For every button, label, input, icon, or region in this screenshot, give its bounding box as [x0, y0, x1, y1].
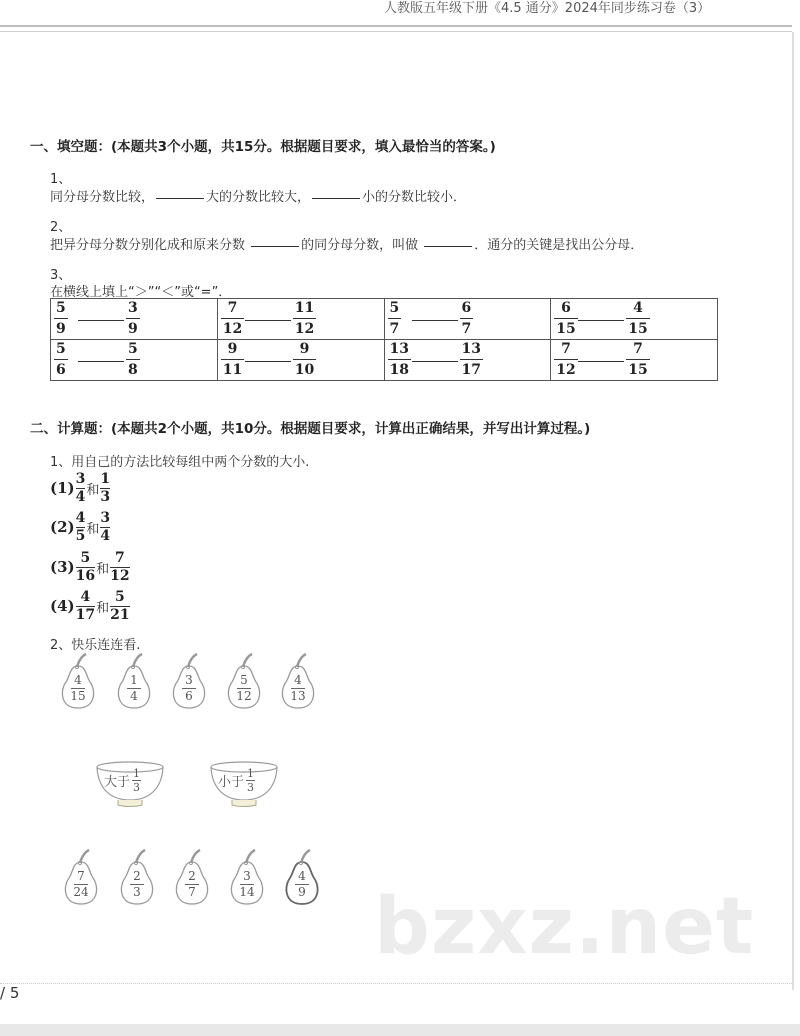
- fraction-denominator: 12: [222, 321, 243, 337]
- pear-fraction: [170, 870, 214, 899]
- pear-card[interactable]: [170, 848, 214, 908]
- answer-blank[interactable]: [412, 320, 458, 321]
- header-divider: [0, 25, 792, 27]
- fraction-denominator: 16: [75, 567, 96, 584]
- fraction-denominator: 17: [461, 362, 481, 378]
- fraction: [126, 300, 140, 337]
- section2-title: 二、计算题：(本题共2个小题，共10分。根据题目要求，计算出正确结果，并写出计算过程。): [30, 421, 591, 437]
- pear-card[interactable]: [280, 848, 324, 908]
- fraction-numerator: 13: [461, 341, 481, 357]
- q1-part-3: 小的分数比较小．: [362, 190, 467, 205]
- q1-blank-1[interactable]: [156, 198, 204, 199]
- page-break-divider: [0, 983, 792, 984]
- fraction-numerator: 9: [299, 341, 310, 357]
- section1-title: 一、填空题：(本题共3个小题，共15分。根据题目要求，填入最恰当的答案。): [30, 139, 496, 155]
- fraction-numerator: 7: [227, 300, 238, 316]
- pear-card[interactable]: [56, 652, 100, 712]
- fraction: [54, 300, 68, 337]
- fraction-denominator: 24: [73, 885, 89, 899]
- fraction: [626, 300, 649, 337]
- fraction-denominator: 5: [75, 527, 86, 544]
- bowl-label-text: 小于: [218, 775, 245, 790]
- fraction-denominator: 3: [133, 885, 141, 899]
- fraction: [110, 590, 129, 623]
- fraction-denominator: 9: [56, 321, 66, 337]
- page-number: / 5: [0, 984, 20, 1002]
- q3-instruction: 在横线上填上“＞”“＜”或“=”．: [50, 285, 232, 300]
- fraction: [554, 300, 577, 337]
- table-cell: [384, 299, 551, 340]
- bowl-label-text: 大于: [104, 775, 131, 790]
- fraction-bar: [554, 318, 577, 319]
- viewer-bottom-bar: [0, 1024, 800, 1036]
- fraction-bar: [554, 359, 577, 360]
- fraction-numerator: 5: [389, 300, 400, 316]
- fraction-numerator: 4: [294, 673, 302, 687]
- fraction-denominator: 13: [290, 689, 306, 703]
- q2-number: 2、: [50, 220, 72, 235]
- fraction: [76, 511, 86, 544]
- fraction-bar: [293, 318, 316, 319]
- bowl-target[interactable]: [94, 760, 166, 808]
- fraction-denominator: 15: [70, 689, 86, 703]
- fraction-bar: [54, 359, 68, 360]
- and-text: 和: [96, 561, 110, 577]
- q1-part-2: 大的分数比较大，: [206, 190, 311, 205]
- fraction-numerator: 7: [561, 341, 571, 357]
- fraction-bar: [221, 359, 244, 360]
- fraction: [76, 590, 95, 623]
- fraction-bar: [388, 318, 402, 319]
- fraction-numerator: 3: [100, 509, 111, 526]
- fraction-denominator: 6: [56, 362, 66, 378]
- and-text: 和: [86, 521, 100, 537]
- fraction: [293, 341, 316, 378]
- fraction-numerator: 5: [240, 673, 248, 687]
- pear-card[interactable]: [115, 848, 159, 908]
- fraction: [100, 511, 110, 544]
- q3-number: 3、: [50, 268, 72, 283]
- fraction-denominator: 3: [247, 781, 255, 794]
- fraction-denominator: 17: [75, 606, 96, 623]
- fraction-denominator: 6: [185, 689, 193, 703]
- compare-item-label: (1): [50, 479, 75, 497]
- fraction: [221, 300, 244, 337]
- fraction-numerator: 4: [633, 300, 643, 316]
- fraction-bar: [460, 359, 483, 360]
- pear-card[interactable]: [112, 652, 156, 712]
- fraction-denominator: 4: [75, 488, 86, 505]
- fraction-numerator: 5: [80, 549, 91, 566]
- pear-fraction: [59, 870, 103, 899]
- fraction-denominator: 15: [628, 362, 648, 378]
- fraction-denominator: 3: [133, 781, 141, 794]
- fraction-numerator: 3: [185, 673, 193, 687]
- fraction-numerator: 9: [227, 341, 238, 357]
- fraction-numerator: 5: [56, 341, 66, 357]
- answer-blank[interactable]: [412, 361, 458, 362]
- pear-fraction: [167, 674, 211, 703]
- fraction-denominator: 21: [110, 606, 130, 623]
- fraction: [76, 472, 86, 505]
- fraction: [554, 341, 577, 378]
- compare-item-label: (4): [50, 597, 75, 615]
- fraction-numerator: 5: [128, 341, 138, 357]
- pear-fraction: [225, 870, 269, 899]
- fraction-compare-table: [50, 298, 718, 381]
- q2-text: [50, 234, 643, 253]
- table-cell: [384, 340, 551, 381]
- fraction-denominator: 14: [239, 885, 255, 899]
- compare-item-label: (2): [50, 518, 75, 536]
- fraction-numerator: 4: [80, 588, 91, 605]
- table-row: [51, 299, 718, 340]
- fraction-numerator: 5: [56, 300, 66, 316]
- pear-card[interactable]: [276, 652, 320, 712]
- bowl-fraction: [246, 768, 255, 793]
- document-header-title: 人教版五年级下册《4.5 通分》2024年同步练习卷（3）: [384, 1, 711, 16]
- q2-part-1: 把异分母分数分别化成和原来分数: [50, 238, 250, 253]
- table-cell: [217, 299, 384, 340]
- answer-blank[interactable]: [78, 361, 124, 362]
- fraction-denominator: 12: [294, 321, 315, 337]
- pear-fraction: [112, 674, 156, 703]
- fraction-denominator: 12: [236, 689, 252, 703]
- fraction-denominator: 7: [461, 321, 472, 337]
- fraction-denominator: 7: [188, 885, 196, 899]
- fraction-denominator: 15: [556, 321, 576, 337]
- pear-card[interactable]: [222, 652, 266, 712]
- fraction-numerator: 1: [133, 767, 141, 780]
- pear-fraction: [280, 870, 324, 899]
- q1-part-1: 同分母分数比较，: [50, 190, 155, 205]
- fraction-numerator: 7: [115, 549, 125, 566]
- compare-item-label: (3): [50, 558, 75, 576]
- fraction-bar: [126, 318, 140, 319]
- fraction: [221, 341, 244, 378]
- q1-text: [50, 186, 466, 205]
- pear-fraction: [56, 674, 100, 703]
- q1-number: 1、: [50, 172, 72, 187]
- page-right-edge: [792, 32, 794, 990]
- watermark: bzxz.net: [374, 882, 755, 972]
- fraction-denominator: 12: [556, 362, 576, 378]
- pear-card[interactable]: [225, 848, 269, 908]
- table-row: [51, 340, 718, 381]
- q2-blank-2[interactable]: [424, 246, 472, 247]
- fraction-numerator: 2: [188, 869, 196, 883]
- table-cell: [551, 340, 718, 381]
- table-cell: [551, 299, 718, 340]
- fraction: [460, 341, 483, 378]
- fraction-denominator: 8: [128, 362, 138, 378]
- fraction-bar: [293, 359, 316, 360]
- fraction-numerator: 1: [100, 470, 111, 487]
- answer-blank[interactable]: [245, 320, 291, 321]
- bowl-label: [104, 768, 141, 793]
- fraction: [54, 341, 68, 378]
- fraction-denominator: 9: [298, 885, 306, 899]
- fraction-denominator: 3: [100, 488, 111, 505]
- fraction-numerator: 6: [561, 300, 571, 316]
- fraction-numerator: 2: [133, 869, 141, 883]
- fraction-denominator: 4: [130, 689, 138, 703]
- fraction-numerator: 4: [75, 509, 86, 526]
- q2-blank-1[interactable]: [251, 246, 299, 247]
- and-text: 和: [96, 600, 110, 616]
- fraction-numerator: 3: [75, 470, 86, 487]
- fraction-numerator: 13: [389, 341, 409, 357]
- fraction-numerator: 4: [298, 869, 306, 883]
- fraction: [126, 341, 140, 378]
- fraction-bar: [54, 318, 68, 319]
- fraction: [110, 551, 129, 584]
- compare-item: [50, 507, 110, 547]
- q2-part-3: ．通分的关键是找出公分母．: [474, 238, 644, 253]
- and-text: 和: [86, 482, 100, 498]
- fraction: [293, 300, 316, 337]
- fraction-denominator: 4: [100, 527, 111, 544]
- fraction-denominator: 11: [222, 362, 243, 378]
- header-divider-secondary: [0, 31, 792, 32]
- answer-blank[interactable]: [78, 320, 124, 321]
- fraction-denominator: 12: [110, 567, 130, 584]
- fraction-bar: [626, 359, 649, 360]
- fraction: [460, 300, 474, 337]
- fraction: [100, 472, 110, 505]
- pear-fraction: [276, 674, 320, 703]
- fraction-denominator: 18: [389, 362, 409, 378]
- fraction: [388, 341, 411, 378]
- table-cell: [51, 340, 218, 381]
- bowl-target[interactable]: [208, 760, 280, 808]
- fraction-bar: [626, 318, 649, 319]
- fraction-denominator: 15: [628, 321, 648, 337]
- compare-item: [50, 547, 130, 587]
- fraction-numerator: 1: [247, 767, 255, 780]
- fraction-numerator: 11: [294, 300, 315, 316]
- fraction: [388, 300, 402, 337]
- fraction-denominator: 9: [128, 321, 138, 337]
- q2-part-2: 的同分母分数，叫做: [301, 238, 423, 253]
- fraction-bar: [126, 359, 140, 360]
- fraction-bar: [221, 318, 244, 319]
- compare-item: [50, 586, 130, 626]
- q1-blank-2[interactable]: [312, 198, 360, 199]
- fraction-numerator: 6: [461, 300, 472, 316]
- pear-fraction: [222, 674, 266, 703]
- fraction-denominator: 10: [294, 362, 315, 378]
- fraction: [626, 341, 649, 378]
- s2-q2-text: 2、快乐连连看.: [50, 638, 141, 653]
- bowl-label: [218, 768, 255, 793]
- table-cell: [51, 299, 218, 340]
- pear-card[interactable]: [59, 848, 103, 908]
- fraction-numerator: 7: [77, 869, 85, 883]
- table-cell: [217, 340, 384, 381]
- fraction-numerator: 5: [115, 588, 125, 605]
- fraction: [76, 551, 95, 584]
- compare-item: [50, 468, 110, 508]
- fraction-denominator: 7: [389, 321, 400, 337]
- fraction-numerator: 1: [130, 673, 138, 687]
- fraction-numerator: 3: [243, 869, 251, 883]
- answer-blank[interactable]: [578, 320, 624, 321]
- fraction-numerator: 7: [633, 341, 643, 357]
- fraction-bar: [388, 359, 411, 360]
- pear-fraction: [115, 870, 159, 899]
- fraction-bar: [460, 318, 474, 319]
- answer-blank[interactable]: [578, 361, 624, 362]
- bowl-fraction: [132, 768, 141, 793]
- pear-card[interactable]: [167, 652, 211, 712]
- s2-q1-text: 1、用自己的方法比较每组中两个分数的大小.: [50, 455, 310, 470]
- answer-blank[interactable]: [245, 361, 291, 362]
- fraction-numerator: 4: [74, 673, 82, 687]
- fraction-numerator: 3: [128, 300, 138, 316]
